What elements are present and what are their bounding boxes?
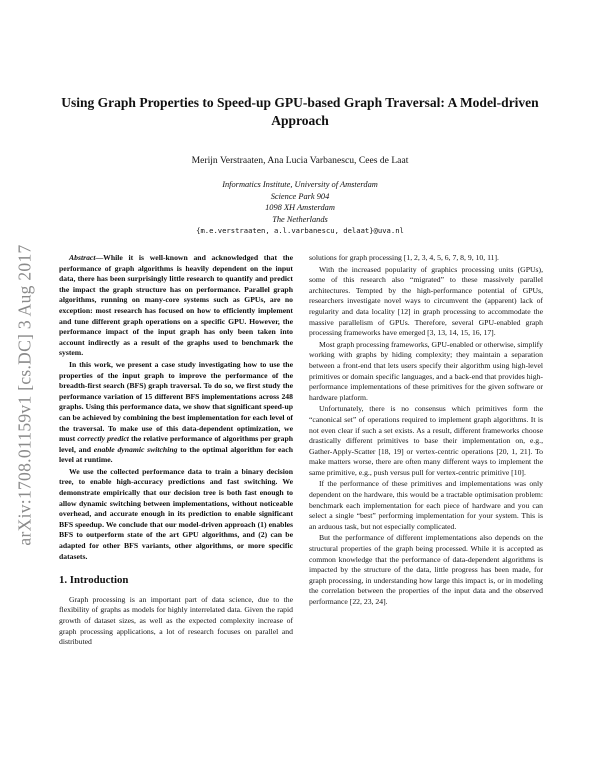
affiliation-block	[60, 179, 540, 237]
arxiv-identifier: arXiv:1708.01159v1 [cs.DC] 3 Aug 2017	[14, 244, 35, 546]
author-list: Merijn Verstraaten, Ana Lucia Varbanescu, Cees de Laat	[191, 155, 409, 166]
body-paragraph: With the increased popularity of graphics processing units (GPUs), some of this research also “migrated” to these massively parallel architectures. Tempted by the high-performance potential of GPUs, researchers investigate novel ways to circumvent the (apparent) lack of regularity and data locality [12] in graph processing to accommodate the massive parallelism of GPUs. Therefore, several GPU-enabled graph processing frameworks have emerged [3, 13, 14, 15, 16, 17].	[309, 264, 543, 338]
abstract	[59, 253, 293, 562]
abstract-paragraph: In this work, we present a case study investigating how to use the properties of the input graph to improve the performance of the breadth-first search (BFS) graph traversal. To do so, we first study the performance variation of 15 different BFS implementations across 248 graphs. Using this performance data, we show that significant speed-up can be achieved by combining the best implementation for each level of the traversal. To make use of this data-dependent optimization, we must correctly predict the relative performance of algorithms per graph level, and enable dynamic switching to the optimal algorithm for each level at runtime.	[59, 359, 293, 465]
affiliation-city: 1098 XH Amsterdam	[265, 203, 335, 212]
body-paragraph: Graph processing is an important part of data science, due to the flexibility of graphs as models for highly interrelated data. Given the rapid growth of dataset sizes, as well as the expected complexity increase of graph processing applications, a lot of research focuses on parallel and distributed	[59, 594, 293, 647]
author-emails: {m.e.verstraaten, a.l.varbanescu, delaat}@uva.nl	[196, 226, 404, 235]
introduction-body	[59, 595, 293, 648]
body-paragraph: But the performance of different implementations also depends on the structural properties of the graph being processed. While it is accepted as common knowledge that the performance of data-dependent algorithms is impacted by the structure of the data, little progress has been made, for graph processing, in understanding how large this impact is, or in modeling the correlation between the properties of the input data and the observed performance [22, 23, 24].	[309, 533, 543, 606]
affiliation-country: The Netherlands	[272, 214, 328, 224]
affiliation-street: Science Park 904	[270, 191, 330, 201]
left-column	[59, 253, 293, 649]
body-paragraph: Most graph processing frameworks, GPU-enabled or otherwise, simplify working with graphs by hiding complexity; they maintain a separation between a front-end that lets users specify their algorithm using high-level primitives or domain specific languages, and a back-end that provides high-performance implementations of these primitives for the given software or hardware platform.	[309, 339, 543, 402]
affiliation-institute: Informatics Institute, University of Amsterdam	[222, 180, 378, 189]
abstract-paragraph: We use the collected performance data to train a binary decision tree, to enable high-accuracy predictions and fast switching. We demonstrate empirically that our decision tree is both fast enough to allow dynamic switching between implementations, without noticeable overhead, and accurate enough in its prediction to enable significant BFS speedup. We conclude that our model-driven approach (1) enables BFS to outperform state of the art GPU algorithms, and (2) can be adapted for other BFS variants, other algorithms, or more specific datasets.	[59, 466, 293, 561]
arxiv-sidebar	[10, 205, 40, 585]
paper-title: Using Graph Properties to Speed-up GPU-based Graph Traversal: A Model-driven Approach	[61, 95, 539, 128]
body-paragraph: Unfortunately, there is no consensus which primitives form the “canonical set” of operations required to implement graph algorithms. It is not even clear if such a set exists. As a result, different frameworks choose drastically different primitives to base their implementation on, e.g., Gather-Apply-Scatter [18, 19] or vertex-centric operations [20, 1, 21]. To make matters worse, there are often many different ways to implement the same primitive, e.g., push versus pull for vertex-centric primitive [10].	[309, 404, 543, 477]
body-paragraph: solutions for graph processing [1, 2, 3, 4, 5, 6, 7, 8, 9, 10, 11].	[309, 253, 499, 262]
abstract-label: Abstract	[69, 253, 96, 262]
abstract-paragraph: Abstract—While it is well-known and acknowledged that the performance of graph algorithms is heavily dependent on the input data, there has been surprisingly little research to quantify and predict the impact the graph structure has on performance. Parallel graph algorithms, running on many-core systems such as GPUs, are no exception: most research has focused on how to efficiently implement and tune different graph operations on a specific GPU. However, the performance impact of the input graph has only been taken into account indirectly as a result of the graphs used to benchmark the system.	[59, 253, 293, 358]
right-column	[309, 253, 543, 609]
body-paragraph: If the performance of these primitives and implementations was only dependent on the hardware, this would be a tractable optimisation problem: benchmark each implementation for each piece of hardware and you can select a single “best” performing implementation for your system. This is an arduous task, but not especially complicated.	[309, 479, 543, 531]
section-heading: 1. Introduction	[59, 574, 129, 587]
